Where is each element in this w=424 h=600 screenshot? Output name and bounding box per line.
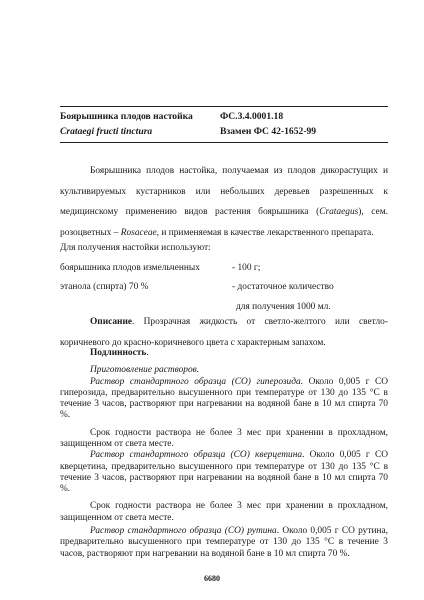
identity-heading-end: . bbox=[146, 348, 149, 358]
composition-item-1-name: боярышника плодов измельченных bbox=[60, 262, 200, 273]
solution-rutin-text: . Около 0,005 г СО рутина, предварительно высушенного при температуре от 130 до 135 °С в течение 3 часов, растворяют при нагревании на водяной бане в 10 мл спирта 70 %. bbox=[60, 526, 388, 559]
shelf-life-hyperoside: Срок годности раствора не более 3 мес при хранении в прохладном, защищенном от света месте. bbox=[60, 427, 388, 449]
preparation-subheading: Приготовление растворов. bbox=[90, 365, 200, 375]
intro-text-part-3: , и применяемая в качестве лекарственного препарата. bbox=[156, 227, 374, 238]
intro-text bbox=[60, 161, 388, 243]
page-number: 6680 bbox=[204, 574, 220, 583]
identity-section bbox=[60, 346, 388, 560]
description-body: . Прозрачная жидкость от светло-желтого или светло-коричневого до красно-коричневого цвета с характерным запахом. bbox=[60, 317, 388, 348]
intro-text-part-2: ), сем. розоцветных – bbox=[60, 207, 388, 238]
header-bottom-rule bbox=[60, 142, 388, 143]
composition-item-2-qty-cont: для получения 1000 мл. bbox=[236, 301, 331, 312]
composition-item-2-qty: - достаточное количество bbox=[232, 282, 334, 292]
composition-section bbox=[60, 239, 388, 317]
solution-hyperoside-text: . Около 0,005 г СО гиперозида, предварительно высушенного при температуре от 130 до 135 °С в течение 3 часов, растворяют при нагревании на водяной бане в 10 мл спирта 70 %. bbox=[60, 376, 388, 421]
composition-item-2-name: этанола (спирта) 70 % bbox=[60, 282, 149, 292]
intro-text-part-1: Боярышника плодов настойка, получаемая из плодов дикорастущих и культивируемых кустарников или небольших деревьев разрешенных к медицинскому применению видов растения боярышника ( bbox=[60, 166, 388, 217]
monograph-replaces: Взамен ФС 42-1652-99 bbox=[220, 126, 317, 137]
solution-rutin-title: Раствор стандартного образца (СО) рутина bbox=[90, 526, 277, 537]
monograph-header bbox=[60, 106, 388, 143]
solution-quercetin-text: . Около 0,005 г СО кверцетина, предварительно высушенного при температуре от 130 до 135 °С в течение 3 часов, растворяют при нагревании на водяной бане в 10 мл спирта 70 %. bbox=[60, 450, 388, 495]
intro-family: Rosaceae bbox=[120, 227, 157, 238]
intro-paragraph bbox=[60, 161, 388, 243]
monograph-title-ru: Боярышника плодов настойка bbox=[60, 111, 193, 122]
composition-item-1-qty: - 100 г; bbox=[232, 262, 261, 273]
composition-item-2 bbox=[60, 278, 388, 298]
intro-genus: Crataegus bbox=[319, 207, 359, 217]
identity-heading: Подлинность bbox=[90, 348, 147, 358]
header-row-1 bbox=[60, 109, 388, 124]
composition-item-1 bbox=[60, 259, 388, 279]
composition-lead: Для получения настойки используют: bbox=[60, 243, 211, 253]
monograph-title-lat: Crataegi fructi tinctura bbox=[60, 126, 153, 137]
solution-quercetin bbox=[60, 450, 388, 495]
shelf-life-quercetin: Срок годности раствора не более 3 мес при хранении в прохладном, защищенном от света месте. bbox=[60, 501, 388, 523]
solution-quercetin-title: Раствор стандартного образца (СО) кверцетина bbox=[90, 450, 303, 461]
monograph-code: ФС.3.4.0001.18 bbox=[220, 111, 284, 122]
header-top-rule bbox=[60, 106, 388, 107]
identity-heading-line bbox=[60, 346, 388, 360]
header-row-2 bbox=[60, 124, 388, 139]
solution-rutin bbox=[60, 526, 388, 560]
solution-hyperoside bbox=[60, 377, 388, 422]
description-label: Описание bbox=[90, 317, 133, 327]
solution-hyperoside-title: Раствор стандартного образца (СО) гиперозида bbox=[90, 376, 301, 387]
